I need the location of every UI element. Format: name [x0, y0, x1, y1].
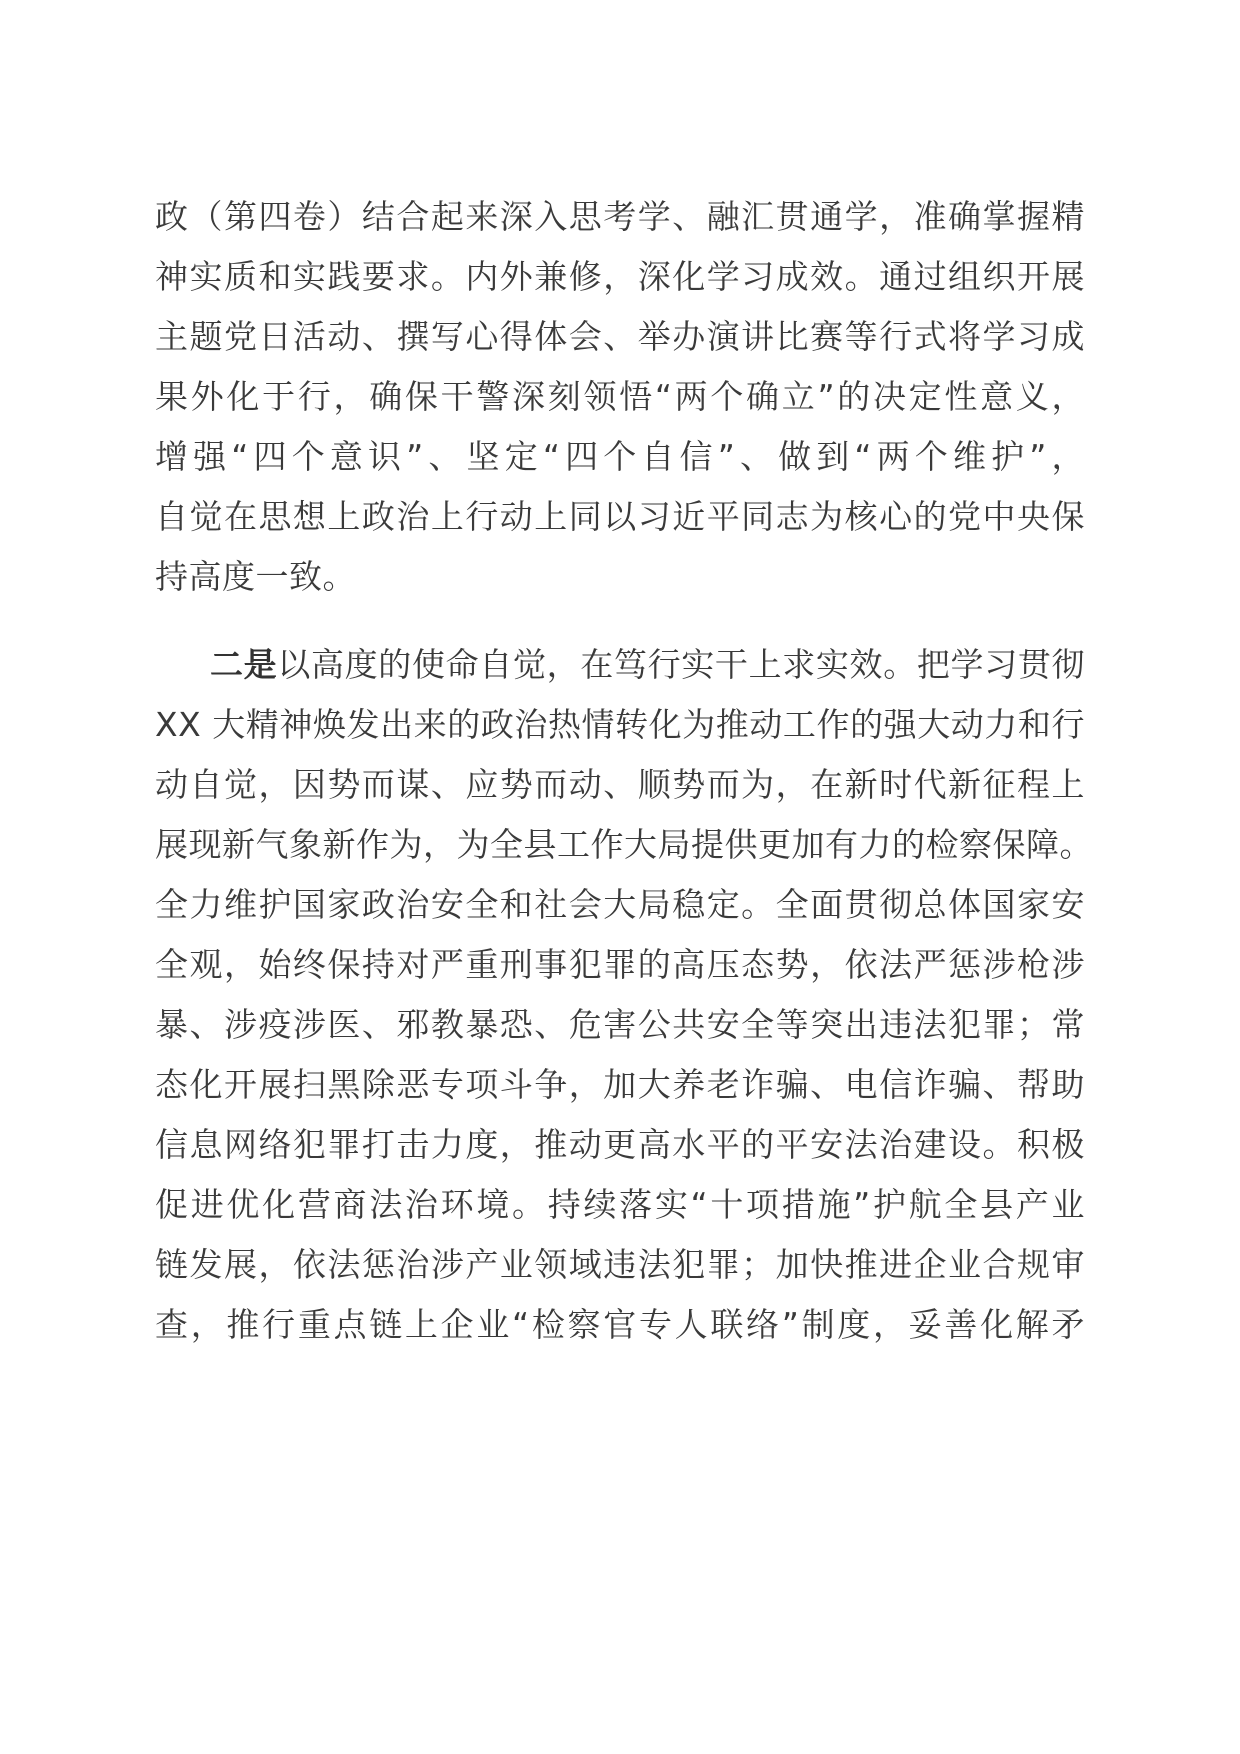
paragraph-1-line-5: 增强“四个意识”、坚定“四个自信”、做到“两个维护”， [155, 437, 1085, 476]
paragraph-1-line-2: 神实质和实践要求。内外兼修，深化学习成效。通过组织开展 [155, 257, 1085, 296]
paragraph-2-line-11: 链发展，依法惩治涉产业领域违法犯罪；加快推进企业合规审 [155, 1245, 1085, 1284]
paragraph-2-line-4: 展现新气象新作为，为全县工作大局提供更加有力的检察保障。 [155, 825, 1093, 864]
paragraph-2-line-12: 查，推行重点链上企业“检察官专人联络”制度，妥善化解矛 [155, 1305, 1085, 1344]
paragraph-2-line-3: 动自觉，因势而谋、应势而动、顺势而为，在新时代新征程上 [155, 765, 1085, 804]
paragraph-2-line-8: 态化开展扫黑除恶专项斗争，加大养老诈骗、电信诈骗、帮助 [155, 1065, 1085, 1104]
paragraph-2-first-line-text: 以高度的使命自觉，在笃行实干上求实效。把学习贯彻 [277, 645, 1086, 684]
paragraph-2-line-5: 全力维护国家政治安全和社会大局稳定。全面贯彻总体国家安 [155, 885, 1085, 924]
paragraph-2-line-9: 信息网络犯罪打击力度，推动更高水平的平安法治建设。积极 [155, 1125, 1085, 1164]
paragraph-2-line-2: XX 大精神焕发出来的政治热情转化为推动工作的强大动力和行 [155, 705, 1085, 744]
paragraph-1-line-3: 主题党日活动、撰写心得体会、举办演讲比赛等行式将学习成 [155, 317, 1085, 356]
paragraph-2-line-1 [210, 632, 1085, 698]
paragraph-1-line-1: 政（第四卷）结合起来深入思考学、融汇贯通学，准确掌握精 [155, 197, 1085, 236]
paragraph-2-lead: 二是 [210, 645, 278, 684]
paragraph-2-line-7: 暴、涉疫涉医、邪教暴恐、危害公共安全等突出违法犯罪；常 [155, 1005, 1085, 1044]
paragraph-1-line-6: 自觉在思想上政治上行动上同以习近平同志为核心的党中央保 [155, 497, 1085, 536]
paragraph-1-line-4: 果外化于行，确保干警深刻领悟“两个确立”的决定性意义， [155, 377, 1085, 416]
paragraph-2-line-10: 促进优化营商法治环境。持续落实“十项措施”护航全县产业 [155, 1185, 1085, 1224]
paragraph-1-line-7: 持高度一致。 [155, 557, 356, 596]
paragraph-2-line-6: 全观，始终保持对严重刑事犯罪的高压态势，依法严惩涉枪涉 [155, 945, 1085, 984]
